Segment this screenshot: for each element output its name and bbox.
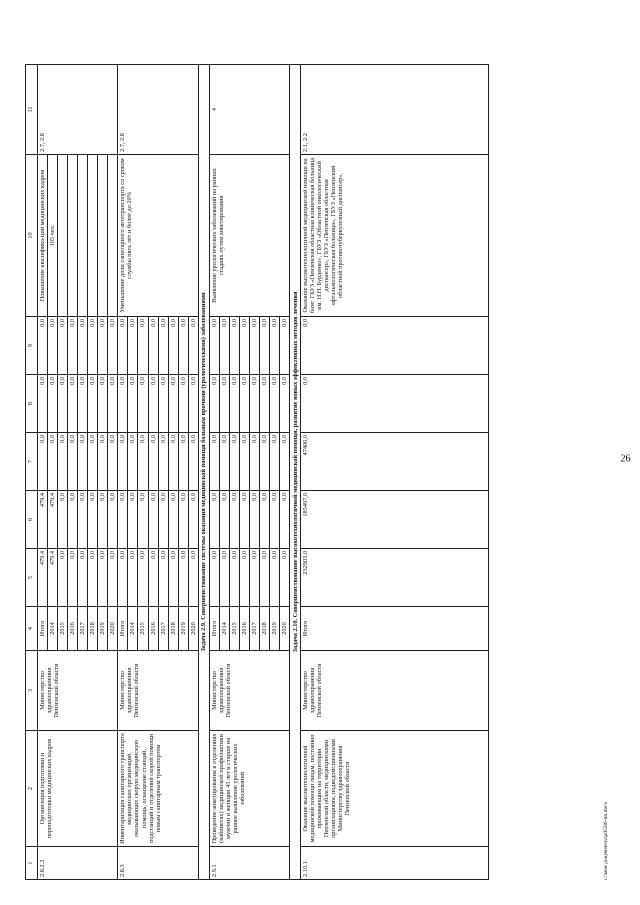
value-cell: 0,0 [38,433,48,491]
value-cell: 0,0 [188,433,198,491]
year-cell: 2014 [128,607,138,651]
value-cell: 0,0 [98,375,108,433]
year-cell: 2014 [219,607,229,651]
value-cell: 0,0 [178,549,188,607]
indicator-cell: Оказание высокотехнологичной медицинской помощи на базе: ГБУЗ «Пензенская областная клиническая больница им. Н.Н. Бурденко», ГБУЗ «Областной онкологический диспансер», ГБУЗ «Пензенская областная офтальмологическая больница», ГБУЗ «Пензенский областной противотуберкулезный диспансер», [301,155,489,317]
value-cell: 0,0 [88,317,98,375]
row-code: 2.8.3 [118,847,198,880]
value-cell: 0,0 [78,375,88,433]
value-cell: 0,0 [188,317,198,375]
value-cell: 479,4 [48,549,58,607]
indicator-cell: Повышение квалифика-ции медицинских кадров [38,155,48,317]
value-cell: 0,0 [239,375,249,433]
value-cell: 0,0 [270,549,280,607]
row-executor: Министерство здравоохранения Пензенской области [301,651,489,731]
year-cell: 2019 [178,607,188,651]
row-executor: Министерство здравоохранения Пензенской области [38,651,118,731]
value-cell: 0,0 [168,375,178,433]
value-cell: 0,0 [158,491,168,549]
year-cell: 2015 [138,607,148,651]
value-cell: 0,0 [270,317,280,375]
empty-cell [58,155,68,317]
value-cell: 0,0 [259,491,269,549]
value-cell: 0,0 [219,433,229,491]
col-num: 9 [26,317,38,375]
value-cell: 0,0 [219,375,229,433]
empty-cell [108,155,118,317]
value-cell: 0,0 [168,433,178,491]
row-name: Проведение анкетирования в отделениях (кабинетах) медицинской профилактики мужчин и женщин 45 лет и старше на раннее выявление урологических заболеваний [209,731,289,847]
value-cell: 0,0 [58,317,68,375]
value-cell: 0,0 [239,549,249,607]
value-cell: 0,0 [88,433,98,491]
value-cell: 0,0 [270,491,280,549]
value-cell: 0,0 [138,433,148,491]
year-cell: 2017 [78,607,88,651]
indicator-value: 105 чел. [48,155,58,317]
value-cell: 0,0 [219,491,229,549]
year-cell: 2015 [229,607,239,651]
year-cell: 2020 [188,607,198,651]
value-cell: 0,0 [229,375,239,433]
value-cell: 0,0 [108,433,118,491]
year-cell: Итого [118,607,128,651]
value-cell: 0,0 [168,317,178,375]
program-table [25,64,489,880]
value-cell: 0,0 [301,317,489,375]
value-cell: 0,0 [148,433,158,491]
value-cell: 0,0 [118,549,128,607]
link-cell: 4 [209,65,289,155]
value-cell: 185497,0 [301,491,489,549]
empty-cell [78,155,88,317]
value-cell: 0,0 [158,375,168,433]
col-num: 11 [26,65,38,155]
value-cell: 0,0 [270,433,280,491]
value-cell: 0,0 [168,491,178,549]
value-cell: 0,0 [78,433,88,491]
row-code: 2.9.1 [209,847,289,880]
value-cell: 479,4 [38,491,48,549]
task-heading: Задача 2.9. Совершенствование системы оказания медицинской помощи больным прочими (урологическими) заболеваниями [198,65,209,880]
value-cell: 0,0 [158,317,168,375]
value-cell: 0,0 [118,433,128,491]
col-num: 10 [26,155,38,317]
value-cell: 0,0 [148,549,158,607]
value-cell: 0,0 [249,491,259,549]
row-executor: Министерство здравоохранения Пензенской области [209,651,289,731]
col-num: 4 [26,607,38,651]
value-cell: 0,0 [68,317,78,375]
value-cell: 0,0 [219,549,229,607]
value-cell: 0,0 [48,433,58,491]
row-code: 2.10.1 [301,847,489,880]
value-cell: 0,0 [301,375,489,433]
value-cell: 0,0 [259,433,269,491]
year-cell: Итого [209,607,219,651]
col-num: 5 [26,549,38,607]
value-cell: 0,0 [128,433,138,491]
task-heading: Задача 2.10. Совершенствование высокотехнологичной медицинской помощи, развитие новых эффективных методов лечения [290,65,301,880]
value-cell: 0,0 [188,549,198,607]
col-num: 1 [26,847,38,880]
value-cell: 0,0 [280,317,290,375]
table-row [118,65,128,880]
year-cell: 2017 [249,607,259,651]
col-num: 7 [26,433,38,491]
value-cell: 0,0 [98,433,108,491]
row-name: Организация подготовки и переподготовки медицинских кадров [38,731,118,847]
task-row [198,65,209,880]
table-row [209,65,219,880]
value-cell: 0,0 [88,375,98,433]
value-cell: 0,0 [88,491,98,549]
year-cell: 2018 [88,607,98,651]
value-cell: 0,0 [58,375,68,433]
table-row [301,65,489,880]
value-cell: 0,0 [138,375,148,433]
indicator-cell: Уменьшение доли санитарного автотранспорта со сроком службы пять лет и более до 20% [118,155,198,317]
col-num: 8 [26,375,38,433]
value-cell: 0,0 [188,491,198,549]
value-cell: 0,0 [219,317,229,375]
year-cell: 2016 [68,607,78,651]
value-cell: 0,0 [68,549,78,607]
year-cell: 2016 [239,607,249,651]
year-cell: 2018 [259,607,269,651]
value-cell: 0,0 [68,491,78,549]
value-cell: 479,4 [48,491,58,549]
year-cell: 2019 [98,607,108,651]
value-cell: 0,0 [118,317,128,375]
year-cell: 2014 [48,607,58,651]
value-cell: 0,0 [209,549,219,607]
value-cell: 0,0 [118,491,128,549]
value-cell: 0,0 [148,317,158,375]
value-cell: 0,0 [98,549,108,607]
value-cell: 0,0 [249,317,259,375]
value-cell: 0,0 [78,491,88,549]
value-cell: 0,0 [98,317,108,375]
value-cell: 47406,0 [301,433,489,491]
value-cell: 0,0 [239,433,249,491]
value-cell: 0,0 [270,375,280,433]
footer-path: c:\мои документы\pd\586-пп.docx [603,801,609,880]
row-name: Инвентаризация санитарного транспорта медицинских организаций, оказывающих скорую медицинскую помощь, оснащение станций, подстанций и отделений скорой помощи новым санитарным транспортом [118,731,198,847]
value-cell: 0,0 [178,491,188,549]
value-cell: 0,0 [138,491,148,549]
value-cell: 0,0 [108,549,118,607]
value-cell: 0,0 [68,375,78,433]
value-cell: 0,0 [128,375,138,433]
value-cell: 0,0 [128,549,138,607]
value-cell: 0,0 [209,433,219,491]
col-num: 2 [26,731,38,847]
value-cell: 0,0 [58,491,68,549]
value-cell: 0,0 [249,375,259,433]
value-cell: 0,0 [128,491,138,549]
value-cell: 0,0 [48,375,58,433]
value-cell: 0,0 [128,317,138,375]
link-cell: 2.7, 2.8 [38,65,118,155]
value-cell: 0,0 [209,491,219,549]
value-cell: 232903,0 [301,549,489,607]
row-executor: Министерство здравоохранения Пензенской области [118,651,198,731]
value-cell: 0,0 [280,491,290,549]
row-name: Оказание высокотехнологичной медицинской помощи лицам, постоянно проживающим на территории Пензенской области, медицинскими организациями, подведомственными Министерству здравоохранения Пензенской области [301,731,489,847]
value-cell: 0,0 [178,433,188,491]
value-cell: 0,0 [280,375,290,433]
indicator-cell: Выявление урологических заболеваний на ранних стадиях путем анкетирования [209,155,289,317]
value-cell: 0,0 [138,549,148,607]
value-cell: 0,0 [138,317,148,375]
value-cell: 0,0 [178,375,188,433]
empty-cell [88,155,98,317]
empty-cell [68,155,78,317]
value-cell: 0,0 [158,549,168,607]
year-cell: 2018 [168,607,178,651]
value-cell: 0,0 [239,317,249,375]
row-code: 2.8.2.3 [38,847,118,880]
table-row [38,65,48,880]
year-cell: 2017 [158,607,168,651]
value-cell: 0,0 [229,317,239,375]
value-cell: 0,0 [209,375,219,433]
value-cell: 0,0 [38,375,48,433]
value-cell: 0,0 [58,433,68,491]
value-cell: 0,0 [168,549,178,607]
value-cell: 0,0 [78,549,88,607]
value-cell: 0,0 [239,491,249,549]
value-cell: 0,0 [249,549,259,607]
value-cell: 0,0 [229,433,239,491]
value-cell: 0,0 [58,549,68,607]
link-cell: 2.1, 2.2 [301,65,489,155]
value-cell: 0,0 [249,433,259,491]
link-cell: 2.7, 2.8 [118,65,198,155]
value-cell: 0,0 [209,317,219,375]
value-cell: 0,0 [108,375,118,433]
value-cell: 0,0 [98,491,108,549]
task-row [290,65,301,880]
column-number-row [26,65,38,880]
value-cell: 0,0 [178,317,188,375]
value-cell: 0,0 [108,317,118,375]
year-cell: 2015 [58,607,68,651]
value-cell: 0,0 [38,317,48,375]
year-cell: Итого [38,607,48,651]
value-cell: 0,0 [259,317,269,375]
value-cell: 0,0 [88,549,98,607]
value-cell: 0,0 [229,549,239,607]
empty-cell [98,155,108,317]
value-cell: 0,0 [280,433,290,491]
value-cell: 0,0 [118,375,128,433]
value-cell: 0,0 [68,433,78,491]
value-cell: 0,0 [148,491,158,549]
value-cell: 0,0 [259,549,269,607]
value-cell: 0,0 [78,317,88,375]
col-num: 3 [26,651,38,731]
year-cell: 2020 [280,607,290,651]
value-cell: 0,0 [229,491,239,549]
value-cell: 0,0 [280,549,290,607]
value-cell: 0,0 [108,491,118,549]
value-cell: 479,4 [38,549,48,607]
page-number: 26 [620,453,631,465]
col-num: 6 [26,491,38,549]
value-cell: 0,0 [158,433,168,491]
value-cell: 0,0 [148,375,158,433]
year-cell: 2019 [270,607,280,651]
year-cell: Итого [301,607,489,651]
value-cell: 0,0 [259,375,269,433]
value-cell: 0,0 [48,317,58,375]
year-cell: 2016 [148,607,158,651]
value-cell: 0,0 [188,375,198,433]
year-cell: 2020 [108,607,118,651]
